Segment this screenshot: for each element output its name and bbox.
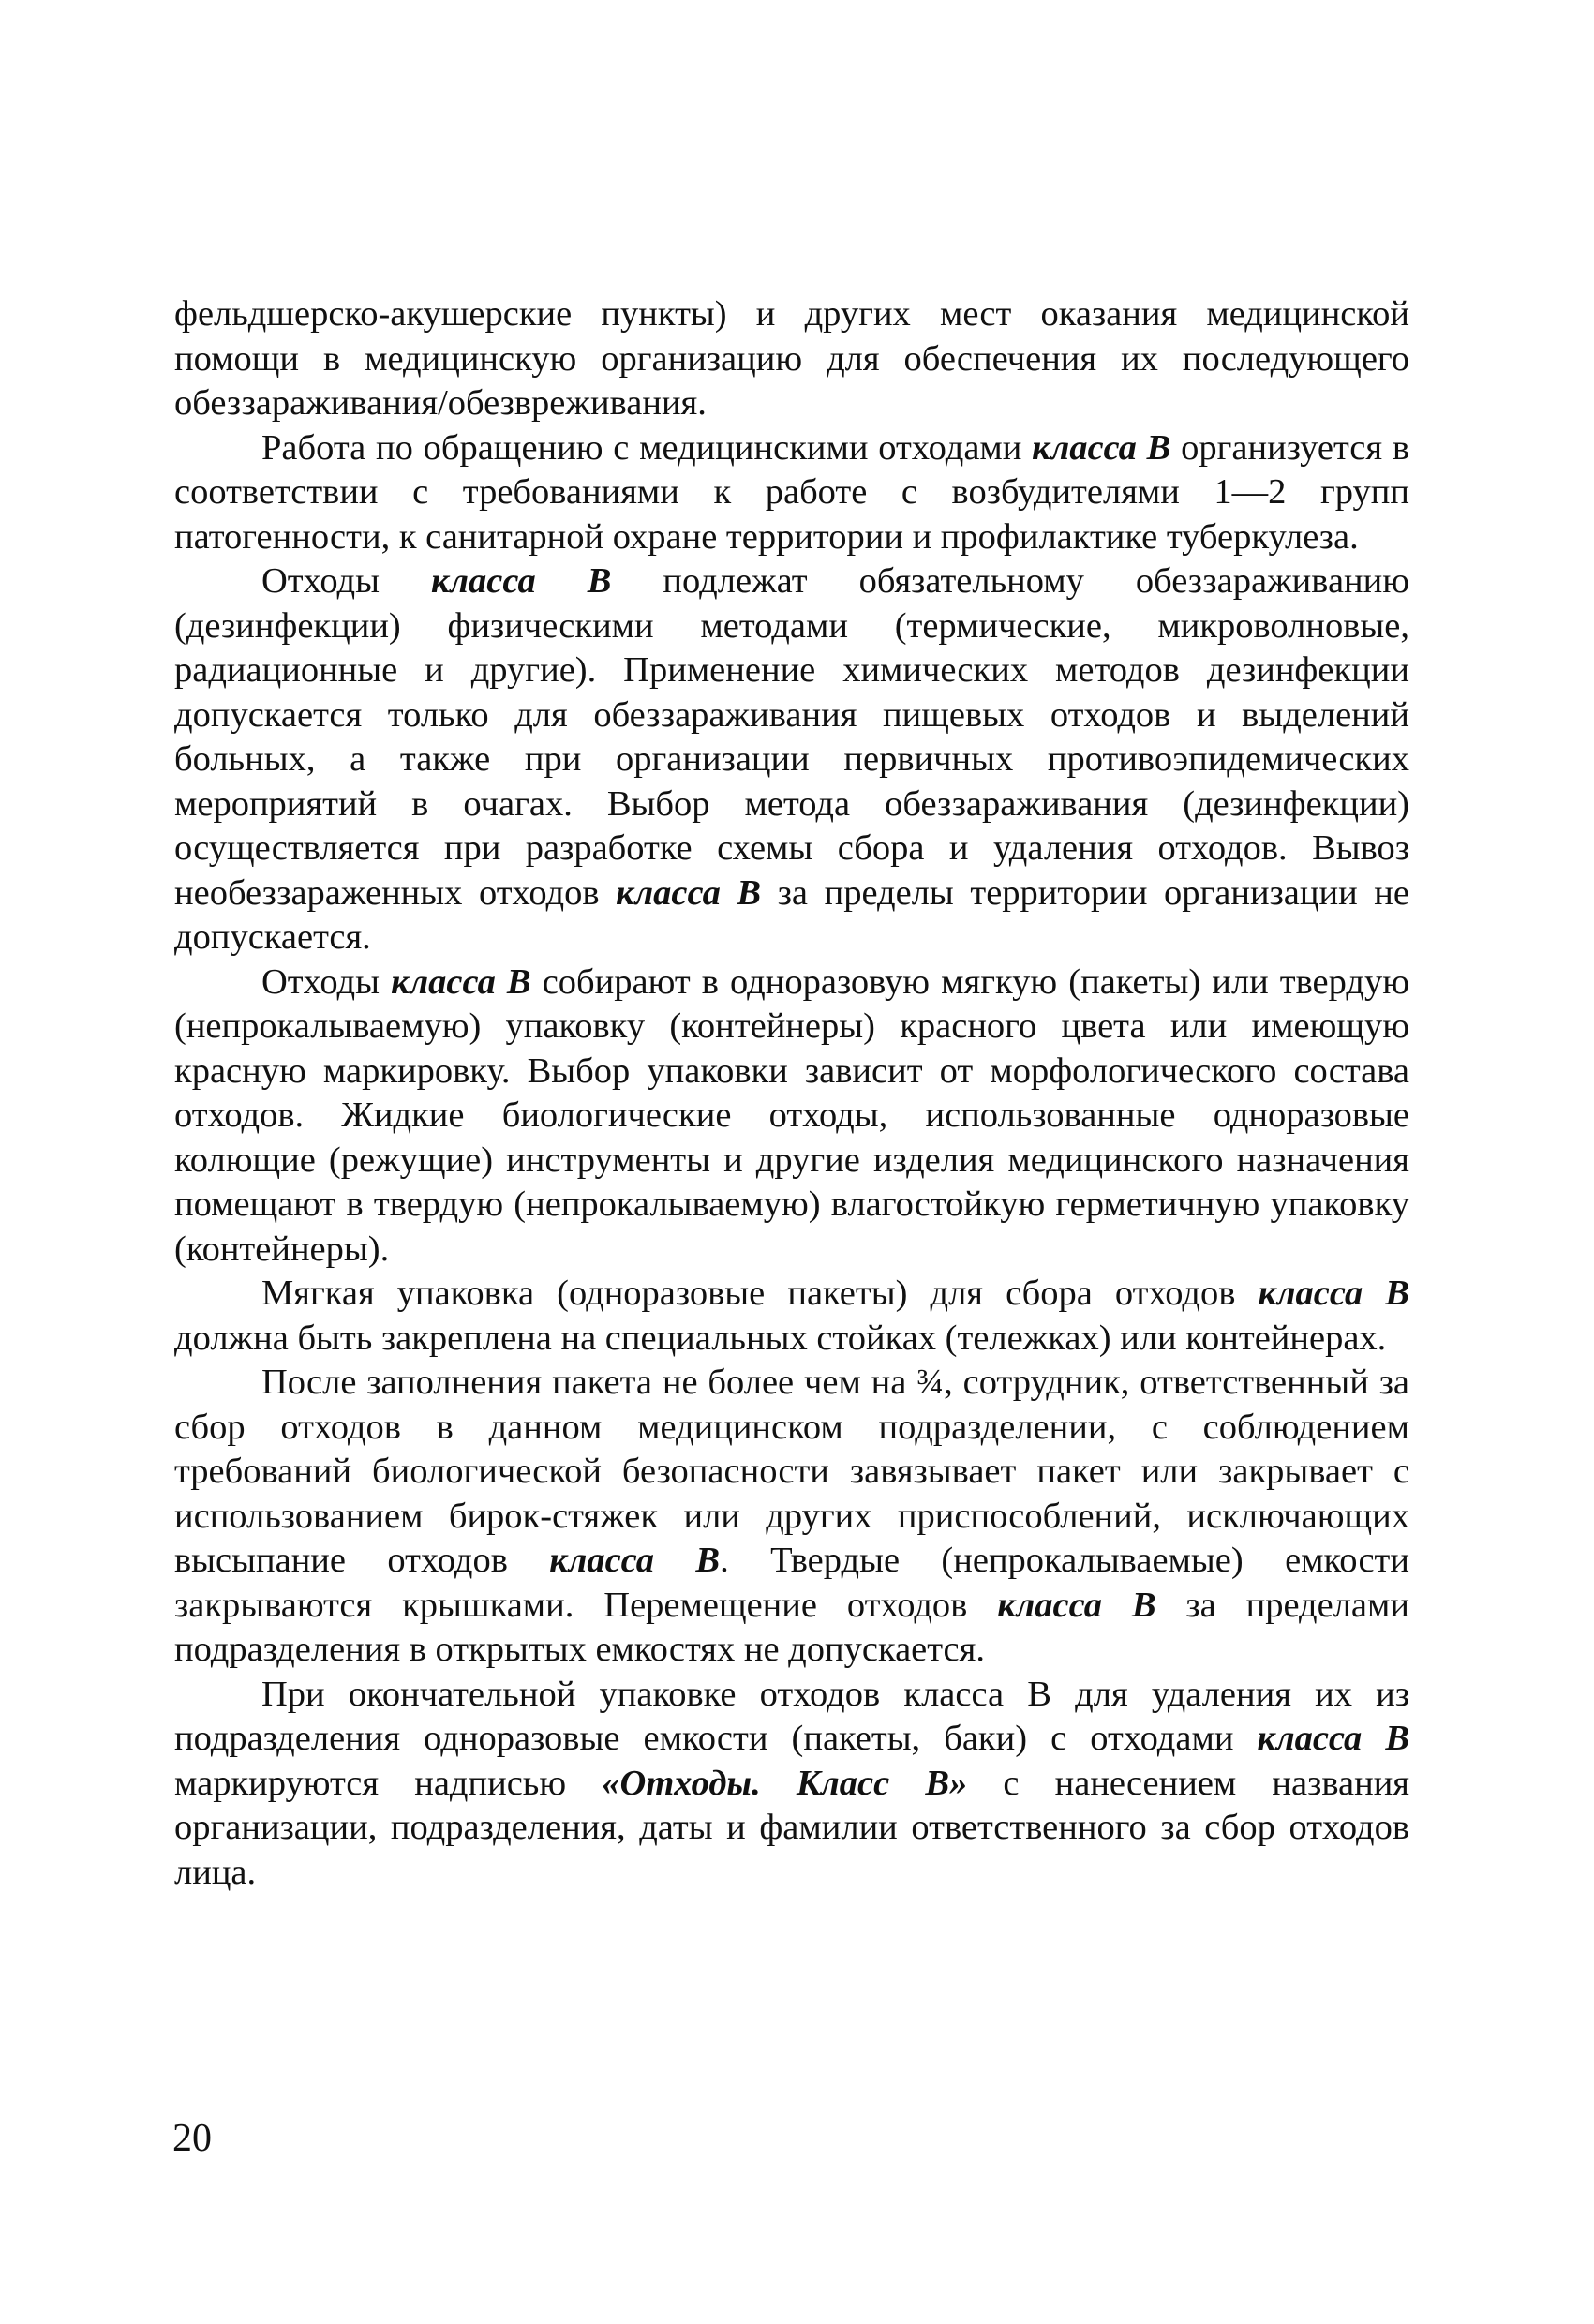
paragraph-class-b-organization bbox=[174, 426, 1409, 560]
text-run: Отходы bbox=[261, 961, 392, 1002]
emphasized-term: класса В bbox=[1258, 1274, 1409, 1313]
text-run: Работа по обращению с медицинскими отходами bbox=[261, 427, 1033, 468]
text-run: с нанесением названия организации, подразделения, даты и фамилии ответственного за сбор отходов лица. bbox=[174, 1763, 1410, 1892]
paragraph-bag-closing bbox=[174, 1361, 1409, 1673]
emphasized-term: класса В bbox=[549, 1541, 721, 1580]
text-run: Отходы bbox=[261, 561, 432, 601]
emphasized-term: класса В bbox=[391, 961, 531, 1002]
text-run: подлежат обязательному обеззараживанию (дезинфекции) физическими методами (термические, микроволновые, радиационные и другие). Применение химических методов дезинфекции допускается только для обеззараживания пищевых отходов и выделений больных, а также при организации первичных противоэпидемических мероприятий в очагах. Выбор метода обеззараживания (дезинфекции) осуществляется при разработке схемы сбора и удаления отходов. Вывоз необеззараженных отходов bbox=[174, 561, 1410, 913]
emphasized-term: класса В bbox=[431, 561, 612, 601]
text-run: за пределами подразделения в открытых емкостях не допускается. bbox=[174, 1585, 1409, 1669]
text-run: При окончательной упаковке отходов класса В для удаления их из подразделения одноразовые емкости (пакеты, баки) с отходами bbox=[174, 1674, 1409, 1758]
emphasized-term: класса В bbox=[616, 872, 762, 913]
emphasized-term: класса В bbox=[997, 1585, 1156, 1625]
paragraph-final-labeling bbox=[174, 1673, 1409, 1896]
emphasized-term: класса В bbox=[1257, 1719, 1410, 1758]
text-run: за пределы территории организации не допускается. bbox=[174, 872, 1409, 957]
text-run: После заполнения пакета не более чем на ¾, сотрудник, ответственный за сбор отходов в данном медицинском подразделении, с соблюдением требований биологической безопасности завязывает пакет или закрывает с использованием бирок-стяжек или других приспособлений, исключающих высыпание отходов bbox=[174, 1363, 1409, 1580]
paragraph-soft-packaging bbox=[174, 1272, 1409, 1361]
text-run: организуется в соответствии с требованиями к работе с возбудителями 1—2 групп патогенности, к санитарной охране территории и профилактике туберкулеза. bbox=[174, 427, 1410, 557]
text-run: собирают в одноразовую мягкую (пакеты) или твердую (непрокалываемую) упаковку (контейнеры) красного цвета или имеющую красную маркировку. Выбор упаковки зависит от морфологического состава отходов. Жидкие биологические отходы, использованные одноразовые колющие (режущие) инструменты и другие изделия медицинского назначения помещают в твердую (непрокалываемую) влагостойкую герметичную упаковку (контейнеры). bbox=[174, 961, 1409, 1269]
paragraph-class-b-disinfection bbox=[174, 559, 1409, 961]
paragraph-class-b-packaging bbox=[174, 961, 1409, 1273]
page-body bbox=[174, 292, 1409, 1895]
emphasized-term: класса В bbox=[1032, 427, 1171, 468]
text-run: маркируются надписью bbox=[174, 1763, 603, 1803]
text-run: фельдшерско-акушерские пункты) и других мест оказания медицинской помощи в медицинскую организацию для обеспечения их последующего обеззараживания/обезвреживания. bbox=[174, 294, 1409, 423]
text-run: . Твердые (непрокалываемые) емкости закрываются крышками. Перемещение отходов bbox=[174, 1541, 1409, 1625]
paragraph-continuation bbox=[174, 292, 1409, 426]
text-run: Мягкая упаковка (одноразовые пакеты) для сбора отходов bbox=[261, 1274, 1259, 1313]
emphasized-term: «Отходы. Класс В» bbox=[602, 1763, 968, 1803]
text-run: должна быть закреплена на специальных стойках (тележках) или контейнерах. bbox=[174, 1318, 1387, 1358]
page-number: 20 bbox=[172, 2117, 212, 2160]
